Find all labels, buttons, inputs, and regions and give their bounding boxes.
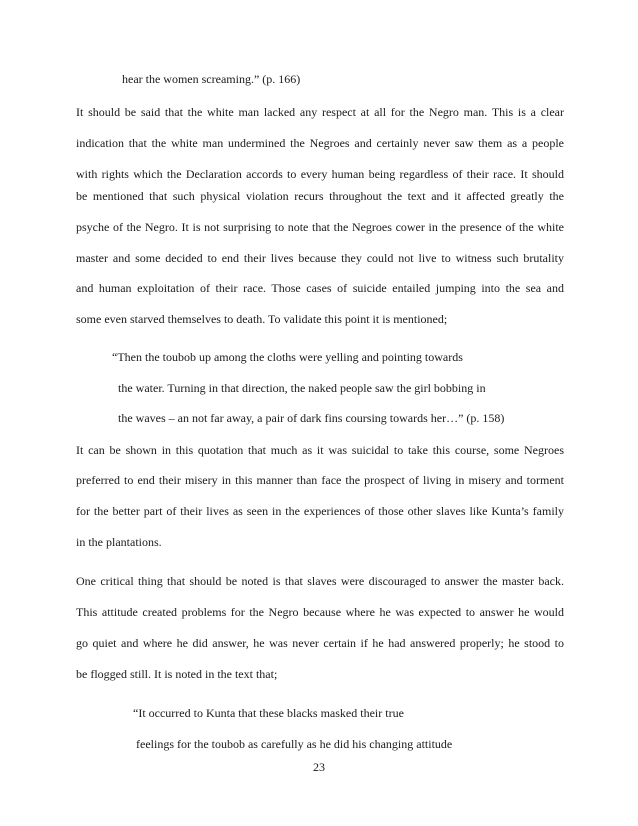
paragraph-1-line: master and some decided to end their lives because they could not live to witness such brutality (76, 251, 564, 265)
paragraph-1-line: psyche of the Negro. It is not surprising to note that the Negroes cower in the presence of the white (76, 220, 564, 234)
block-quote-line: “It occurred to Kunta that these blacks masked their true (133, 706, 404, 720)
block-quote-line: the water. Turning in that direction, the naked people saw the girl bobbing in (118, 381, 486, 395)
paragraph-2-line: preferred to end their misery in this manner than face the prospect of living in misery and torment (76, 473, 564, 487)
paragraph-2-line: in the plantations. (76, 535, 162, 549)
quote-tail-line: hear the women screaming.” (p. 166) (122, 72, 301, 86)
paragraph-1-line: some even starved themselves to death. To validate this point it is mentioned; (76, 312, 448, 326)
paragraph-2-line: for the better part of their lives as seen in the experiences of those other slaves like Kunta’s family (76, 504, 564, 518)
block-quote-line: “Then the toubob up among the cloths were yelling and pointing towards (112, 350, 463, 364)
paragraph-3-line: This attitude created problems for the Negro because where he was expected to answer he would (76, 605, 564, 619)
paragraph-2-line: It can be shown in this quotation that much as it was suicidal to take this course, some Negroes (76, 443, 564, 457)
block-quote-line: feelings for the toubob as carefully as he did his changing attitude (136, 737, 453, 751)
paragraph-3-line: One critical thing that should be noted is that slaves were discouraged to answer the master back. (76, 574, 564, 588)
paragraph-1-line: and human exploitation of their race. Those cases of suicide entailed jumping into the sea and (76, 281, 564, 295)
paragraph-1-line: indication that the white man undermined the Negroes and certainly never saw them as a people (76, 136, 564, 150)
page-number: 23 (313, 760, 325, 774)
block-quote-line: the waves – an not far away, a pair of dark fins coursing towards her…” (p. 158) (118, 411, 505, 425)
paragraph-1-line: It should be said that the white man lacked any respect at all for the Negro man. This is a clear (76, 105, 564, 119)
paragraph-3-line: be flogged still. It is noted in the text that; (76, 667, 278, 681)
paragraph-3-line: go quiet and where he did answer, he was never certain if he had answered properly; he stood to (76, 636, 564, 650)
paragraph-1-line: be mentioned that such physical violation recurs throughout the text and it affected greatly the (76, 189, 564, 203)
paragraph-1-line: with rights which the Declaration accords to every human being regardless of their race. It should (76, 167, 564, 181)
